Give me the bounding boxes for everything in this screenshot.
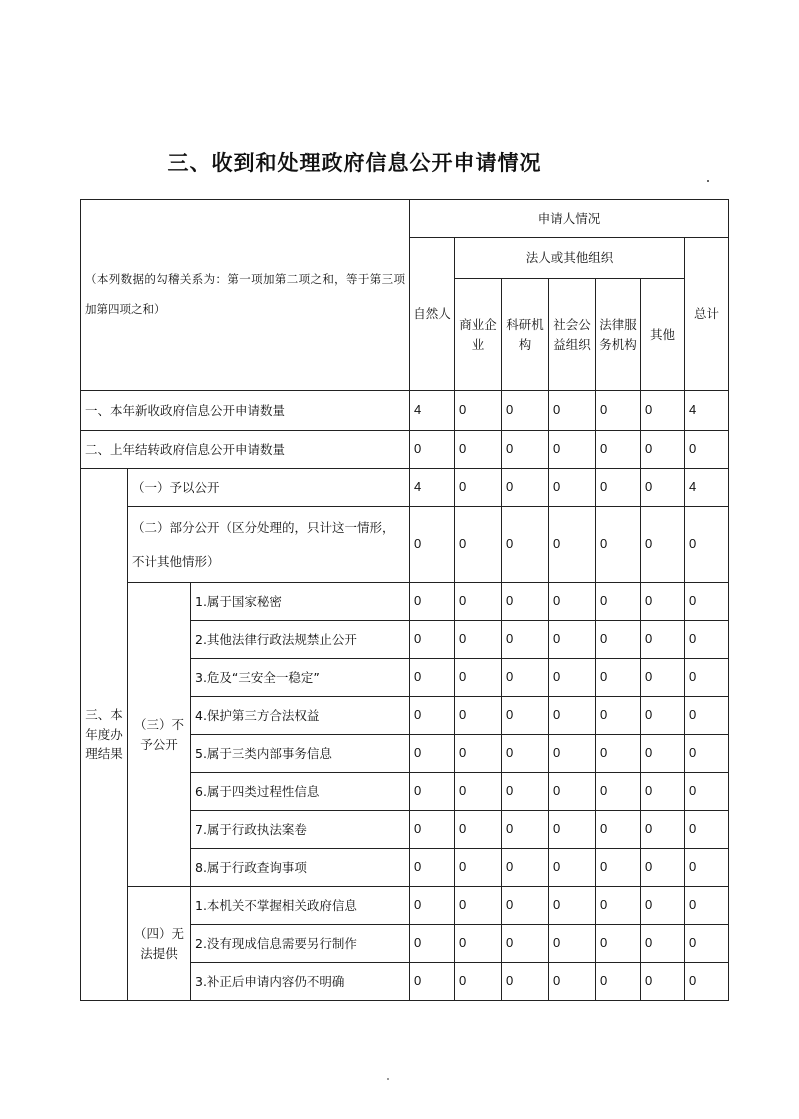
cell-value: 0: [502, 887, 549, 925]
cell-value: 0: [685, 811, 729, 849]
table-row: [81, 507, 729, 583]
cell-value: 4: [410, 391, 455, 431]
cell-value: 4: [685, 391, 729, 431]
cell-value: 0: [641, 583, 685, 621]
cell-value: 0: [455, 431, 502, 469]
commercial-header: 商业企业: [455, 279, 502, 391]
row-label: 5.属于三类内部事务信息: [191, 735, 410, 773]
cell-value: 0: [641, 659, 685, 697]
cell-value: 0: [502, 925, 549, 963]
cell-value: 0: [641, 963, 685, 1001]
cell-value: 0: [685, 583, 729, 621]
cell-value: 0: [410, 659, 455, 697]
cell-value: 0: [549, 583, 596, 621]
application-table: [80, 199, 729, 1001]
cell-value: 0: [641, 507, 685, 583]
cell-value: 0: [455, 583, 502, 621]
cell-value: 0: [410, 697, 455, 735]
applicant-situation-header: 申请人情况: [410, 200, 729, 238]
group4-label: （四）无法提供: [128, 887, 191, 1001]
scan-speck: [707, 180, 709, 182]
cell-value: 0: [410, 431, 455, 469]
cell-value: 0: [641, 621, 685, 659]
cell-value: 0: [596, 391, 641, 431]
cell-value: 0: [502, 431, 549, 469]
cell-value: 0: [502, 735, 549, 773]
cell-value: 0: [641, 697, 685, 735]
group3-label: （三）不予公开: [128, 583, 191, 887]
cell-value: 0: [549, 507, 596, 583]
cell-value: 0: [596, 659, 641, 697]
cell-value: 0: [685, 925, 729, 963]
table-row: [81, 583, 729, 621]
cell-value: 0: [455, 811, 502, 849]
cell-value: 0: [641, 431, 685, 469]
row-label: 8.属于行政查询事项: [191, 849, 410, 887]
cell-value: 0: [410, 925, 455, 963]
cell-value: 0: [549, 849, 596, 887]
cell-value: 0: [455, 849, 502, 887]
research-header: 科研机构: [502, 279, 549, 391]
cell-value: 0: [549, 811, 596, 849]
cell-value: 0: [549, 469, 596, 507]
cell-value: 0: [502, 659, 549, 697]
row-label: 1.本机关不掌握相关政府信息: [191, 887, 410, 925]
table-row: [81, 391, 729, 431]
cell-value: 0: [455, 391, 502, 431]
row-label: 6.属于四类过程性信息: [191, 773, 410, 811]
cell-value: 0: [455, 887, 502, 925]
cell-value: 0: [685, 735, 729, 773]
cell-value: 0: [410, 773, 455, 811]
cell-value: 0: [641, 811, 685, 849]
cell-value: 0: [685, 507, 729, 583]
cell-value: 0: [596, 887, 641, 925]
row-label: 2.没有现成信息需要另行制作: [191, 925, 410, 963]
cell-value: 0: [549, 963, 596, 1001]
cell-value: 0: [455, 735, 502, 773]
cell-value: 0: [641, 773, 685, 811]
cell-value: 0: [455, 773, 502, 811]
cell-value: 0: [596, 925, 641, 963]
natural-person-header: 自然人: [410, 238, 455, 391]
cell-value: 0: [641, 887, 685, 925]
cell-value: 0: [685, 697, 729, 735]
cell-value: 4: [410, 469, 455, 507]
cell-value: 0: [596, 849, 641, 887]
table-row: [81, 431, 729, 469]
row-label: 4.保护第三方合法权益: [191, 697, 410, 735]
cell-value: 0: [455, 659, 502, 697]
row-label: 3.危及“三安全一稳定”: [191, 659, 410, 697]
cell-value: 0: [455, 963, 502, 1001]
other-header: 其他: [641, 279, 685, 391]
section3-label: 三、本年度办理结果: [81, 469, 128, 1001]
cell-value: 0: [502, 621, 549, 659]
row-label: （一）予以公开: [128, 469, 410, 507]
cell-value: 0: [685, 849, 729, 887]
cell-value: 0: [596, 773, 641, 811]
cell-value: 0: [410, 507, 455, 583]
cell-value: 0: [502, 697, 549, 735]
cell-value: 0: [549, 925, 596, 963]
cell-value: 0: [502, 773, 549, 811]
cell-value: 0: [596, 735, 641, 773]
cell-value: 0: [596, 963, 641, 1001]
cell-value: 0: [410, 621, 455, 659]
page-title: 三、收到和处理政府信息公开申请情况: [167, 151, 542, 175]
cell-value: 0: [502, 507, 549, 583]
cell-value: 0: [410, 583, 455, 621]
cell-value: 0: [455, 469, 502, 507]
cell-value: 0: [410, 735, 455, 773]
row-label: 二、上年结转政府信息公开申请数量: [81, 431, 410, 469]
cell-value: 0: [502, 963, 549, 1001]
cell-value: 0: [410, 963, 455, 1001]
row-label: 7.属于行政执法案卷: [191, 811, 410, 849]
cell-value: 4: [685, 469, 729, 507]
cell-value: 0: [596, 583, 641, 621]
cell-value: 0: [549, 431, 596, 469]
cell-value: 0: [641, 469, 685, 507]
legal-group-header: 法人或其他组织: [455, 238, 685, 279]
cell-value: 0: [641, 925, 685, 963]
cell-value: 0: [455, 697, 502, 735]
cell-value: 0: [502, 391, 549, 431]
table-note: （本列数据的勾稽关系为：第一项加第二项之和，等于第三项加第四项之和）: [81, 200, 410, 391]
cell-value: 0: [502, 583, 549, 621]
cell-value: 0: [549, 887, 596, 925]
cell-value: 0: [549, 659, 596, 697]
table-row: [81, 469, 729, 507]
cell-value: 0: [502, 811, 549, 849]
cell-value: 0: [685, 621, 729, 659]
cell-value: 0: [455, 507, 502, 583]
total-header: 总计: [685, 238, 729, 391]
row-label: 3.补正后申请内容仍不明确: [191, 963, 410, 1001]
cell-value: 0: [410, 811, 455, 849]
cell-value: 0: [641, 849, 685, 887]
legal-service-header: 法律服务机构: [596, 279, 641, 391]
cell-value: 0: [549, 735, 596, 773]
cell-value: 0: [596, 811, 641, 849]
cell-value: 0: [549, 391, 596, 431]
cell-value: 0: [685, 431, 729, 469]
cell-value: 0: [455, 925, 502, 963]
cell-value: 0: [641, 735, 685, 773]
cell-value: 0: [502, 469, 549, 507]
cell-value: 0: [549, 621, 596, 659]
table-row: [81, 887, 729, 925]
scan-speck: [387, 1078, 389, 1080]
cell-value: 0: [549, 773, 596, 811]
row-label: 2.其他法律行政法规禁止公开: [191, 621, 410, 659]
cell-value: 0: [502, 849, 549, 887]
cell-value: 0: [596, 697, 641, 735]
cell-value: 0: [596, 431, 641, 469]
cell-value: 0: [685, 773, 729, 811]
cell-value: 0: [410, 887, 455, 925]
cell-value: 0: [596, 507, 641, 583]
cell-value: 0: [641, 391, 685, 431]
cell-value: 0: [549, 697, 596, 735]
row-label: 一、本年新收政府信息公开申请数量: [81, 391, 410, 431]
row-label: （二）部分公开（区分处理的，只计这一情形，不计其他情形）: [128, 507, 410, 583]
cell-value: 0: [455, 621, 502, 659]
cell-value: 0: [685, 963, 729, 1001]
cell-value: 0: [410, 849, 455, 887]
social-welfare-header: 社会公益组织: [549, 279, 596, 391]
cell-value: 0: [685, 887, 729, 925]
row-label: 1.属于国家秘密: [191, 583, 410, 621]
cell-value: 0: [685, 659, 729, 697]
cell-value: 0: [596, 621, 641, 659]
cell-value: 0: [596, 469, 641, 507]
